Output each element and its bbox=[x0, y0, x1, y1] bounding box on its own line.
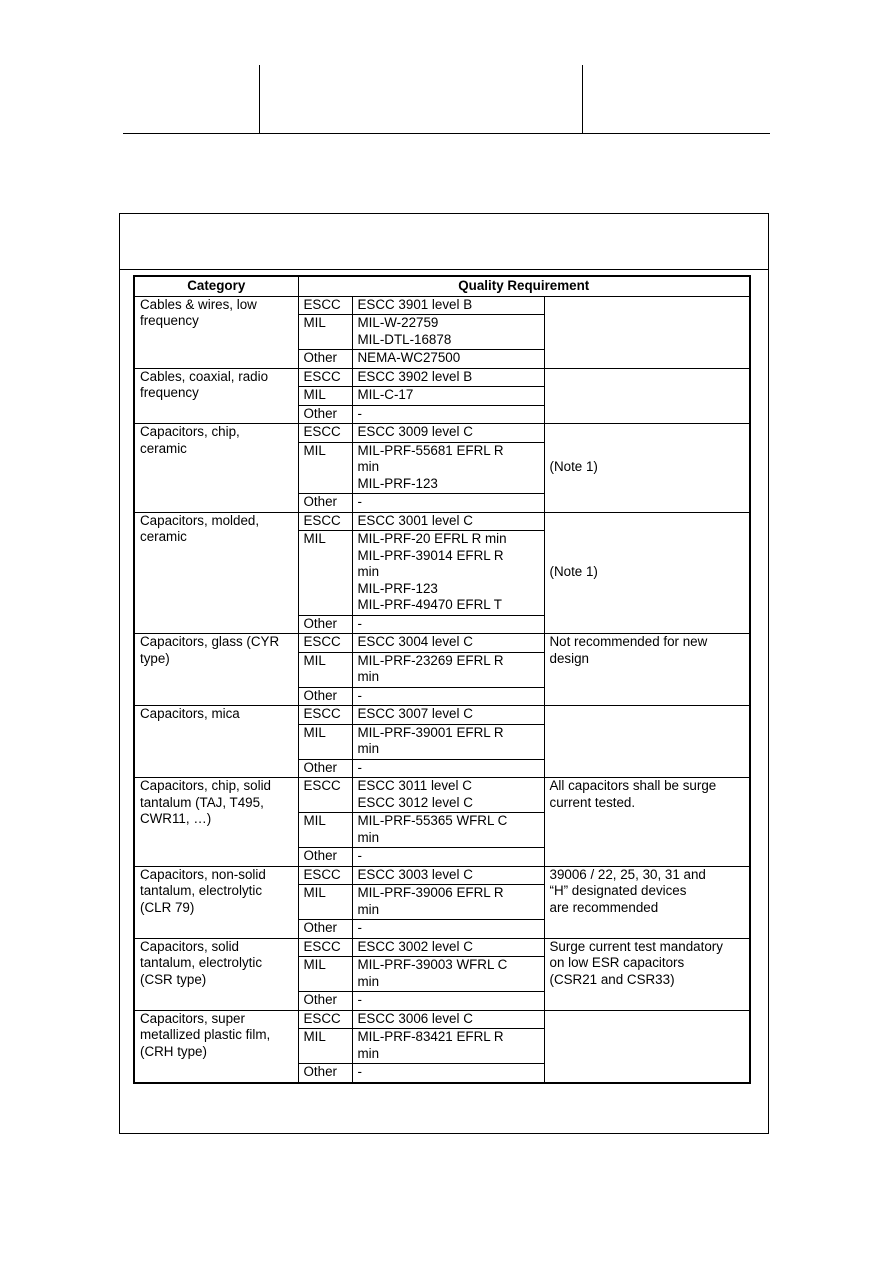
requirement-cell: ESCC 3001 level C bbox=[352, 512, 544, 531]
source-type-cell: Other bbox=[298, 848, 352, 867]
requirement-cell: MIL-PRF-39001 EFRL R min bbox=[352, 724, 544, 759]
source-type-cell: ESCC bbox=[298, 778, 352, 813]
table-row bbox=[134, 938, 750, 957]
source-type-cell: ESCC bbox=[298, 296, 352, 315]
requirement-cell: MIL-PRF-20 EFRL R min MIL-PRF-39014 EFRL R min MIL-PRF-123 MIL-PRF-49470 EFRL T bbox=[352, 531, 544, 616]
source-type-cell: Other bbox=[298, 350, 352, 369]
table-row bbox=[134, 778, 750, 813]
source-type-cell: MIL bbox=[298, 813, 352, 848]
table-row bbox=[134, 1010, 750, 1029]
category-cell: Capacitors, mica bbox=[134, 706, 298, 778]
requirement-cell: ESCC 3002 level C bbox=[352, 938, 544, 957]
category-cell: Capacitors, chip, solid tantalum (TAJ, T495, CWR11, …) bbox=[134, 778, 298, 867]
category-cell: Capacitors, molded, ceramic bbox=[134, 512, 298, 634]
requirement-cell: MIL-PRF-83421 EFRL R min bbox=[352, 1029, 544, 1064]
remark-cell bbox=[544, 368, 750, 424]
requirement-cell: ESCC 3902 level B bbox=[352, 368, 544, 387]
remark-cell: (Note 1) bbox=[544, 512, 750, 634]
remark-cell bbox=[544, 296, 750, 368]
source-type-cell: ESCC bbox=[298, 866, 352, 885]
source-type-cell: ESCC bbox=[298, 368, 352, 387]
source-type-cell: Other bbox=[298, 920, 352, 939]
requirement-cell: ESCC 3009 level C bbox=[352, 424, 544, 443]
requirement-cell: - bbox=[352, 848, 544, 867]
requirement-cell: MIL-C-17 bbox=[352, 387, 544, 406]
table-frame bbox=[119, 213, 769, 1134]
requirement-cell: - bbox=[352, 920, 544, 939]
remark-cell bbox=[544, 706, 750, 778]
remark-cell bbox=[544, 1010, 750, 1083]
header-divider-2 bbox=[582, 65, 583, 134]
category-cell: Capacitors, glass (CYR type) bbox=[134, 634, 298, 706]
source-type-cell: Other bbox=[298, 992, 352, 1011]
requirement-cell: MIL-PRF-39006 EFRL R min bbox=[352, 885, 544, 920]
requirement-cell: MIL-W-22759 MIL-DTL-16878 bbox=[352, 315, 544, 350]
requirement-cell: ESCC 3011 level C ESCC 3012 level C bbox=[352, 778, 544, 813]
requirement-cell: ESCC 3004 level C bbox=[352, 634, 544, 653]
source-type-cell: Other bbox=[298, 615, 352, 634]
requirement-cell: - bbox=[352, 1064, 544, 1083]
remark-cell: (Note 1) bbox=[544, 424, 750, 513]
source-type-cell: MIL bbox=[298, 442, 352, 494]
quality-requirements-table bbox=[133, 275, 751, 1084]
requirement-cell: - bbox=[352, 615, 544, 634]
requirement-cell: - bbox=[352, 687, 544, 706]
source-type-cell: Other bbox=[298, 405, 352, 424]
source-type-cell: Other bbox=[298, 494, 352, 513]
table-row bbox=[134, 424, 750, 443]
category-cell: Capacitors, chip, ceramic bbox=[134, 424, 298, 513]
header-rule bbox=[123, 133, 770, 134]
requirement-cell: ESCC 3006 level C bbox=[352, 1010, 544, 1029]
frame-caption-separator bbox=[120, 269, 768, 270]
requirement-cell: - bbox=[352, 405, 544, 424]
table-row bbox=[134, 296, 750, 315]
header-quality-requirement: Quality Requirement bbox=[298, 276, 750, 296]
source-type-cell: MIL bbox=[298, 724, 352, 759]
source-type-cell: Other bbox=[298, 1064, 352, 1083]
source-type-cell: MIL bbox=[298, 885, 352, 920]
remark-cell: Surge current test mandatory on low ESR capacitors (CSR21 and CSR33) bbox=[544, 938, 750, 1010]
source-type-cell: ESCC bbox=[298, 1010, 352, 1029]
requirement-cell: MIL-PRF-23269 EFRL R min bbox=[352, 652, 544, 687]
requirement-cell: - bbox=[352, 992, 544, 1011]
source-type-cell: MIL bbox=[298, 315, 352, 350]
requirement-cell: ESCC 3003 level C bbox=[352, 866, 544, 885]
requirement-cell: ESCC 3901 level B bbox=[352, 296, 544, 315]
table-row bbox=[134, 866, 750, 885]
source-type-cell: MIL bbox=[298, 957, 352, 992]
table-header-row bbox=[134, 276, 750, 296]
source-type-cell: ESCC bbox=[298, 634, 352, 653]
requirement-cell: - bbox=[352, 759, 544, 778]
category-cell: Cables, coaxial, radio frequency bbox=[134, 368, 298, 424]
source-type-cell: ESCC bbox=[298, 512, 352, 531]
table-row bbox=[134, 634, 750, 653]
requirement-cell: NEMA-WC27500 bbox=[352, 350, 544, 369]
header-divider-1 bbox=[259, 65, 260, 134]
requirement-cell: MIL-PRF-39003 WFRL C min bbox=[352, 957, 544, 992]
source-type-cell: Other bbox=[298, 687, 352, 706]
source-type-cell: MIL bbox=[298, 652, 352, 687]
remark-cell: Not recommended for new design bbox=[544, 634, 750, 706]
requirement-cell: MIL-PRF-55365 WFRL C min bbox=[352, 813, 544, 848]
source-type-cell: MIL bbox=[298, 531, 352, 616]
header-category: Category bbox=[134, 276, 298, 296]
requirement-cell: MIL-PRF-55681 EFRL R min MIL-PRF-123 bbox=[352, 442, 544, 494]
category-cell: Cables & wires, low frequency bbox=[134, 296, 298, 368]
requirement-cell: ESCC 3007 level C bbox=[352, 706, 544, 725]
remark-cell: All capacitors shall be surge current tested. bbox=[544, 778, 750, 867]
table-row bbox=[134, 706, 750, 725]
category-cell: Capacitors, solid tantalum, electrolytic (CSR type) bbox=[134, 938, 298, 1010]
source-type-cell: ESCC bbox=[298, 706, 352, 725]
table-row bbox=[134, 512, 750, 531]
source-type-cell: ESCC bbox=[298, 938, 352, 957]
table-row bbox=[134, 368, 750, 387]
source-type-cell: Other bbox=[298, 759, 352, 778]
source-type-cell: MIL bbox=[298, 1029, 352, 1064]
requirement-cell: - bbox=[352, 494, 544, 513]
source-type-cell: MIL bbox=[298, 387, 352, 406]
source-type-cell: ESCC bbox=[298, 424, 352, 443]
category-cell: Capacitors, non-solid tantalum, electrolytic (CLR 79) bbox=[134, 866, 298, 938]
table-body bbox=[134, 296, 750, 1083]
remark-cell: 39006 / 22, 25, 30, 31 and “H” designated devices are recommended bbox=[544, 866, 750, 938]
category-cell: Capacitors, super metallized plastic film, (CRH type) bbox=[134, 1010, 298, 1083]
